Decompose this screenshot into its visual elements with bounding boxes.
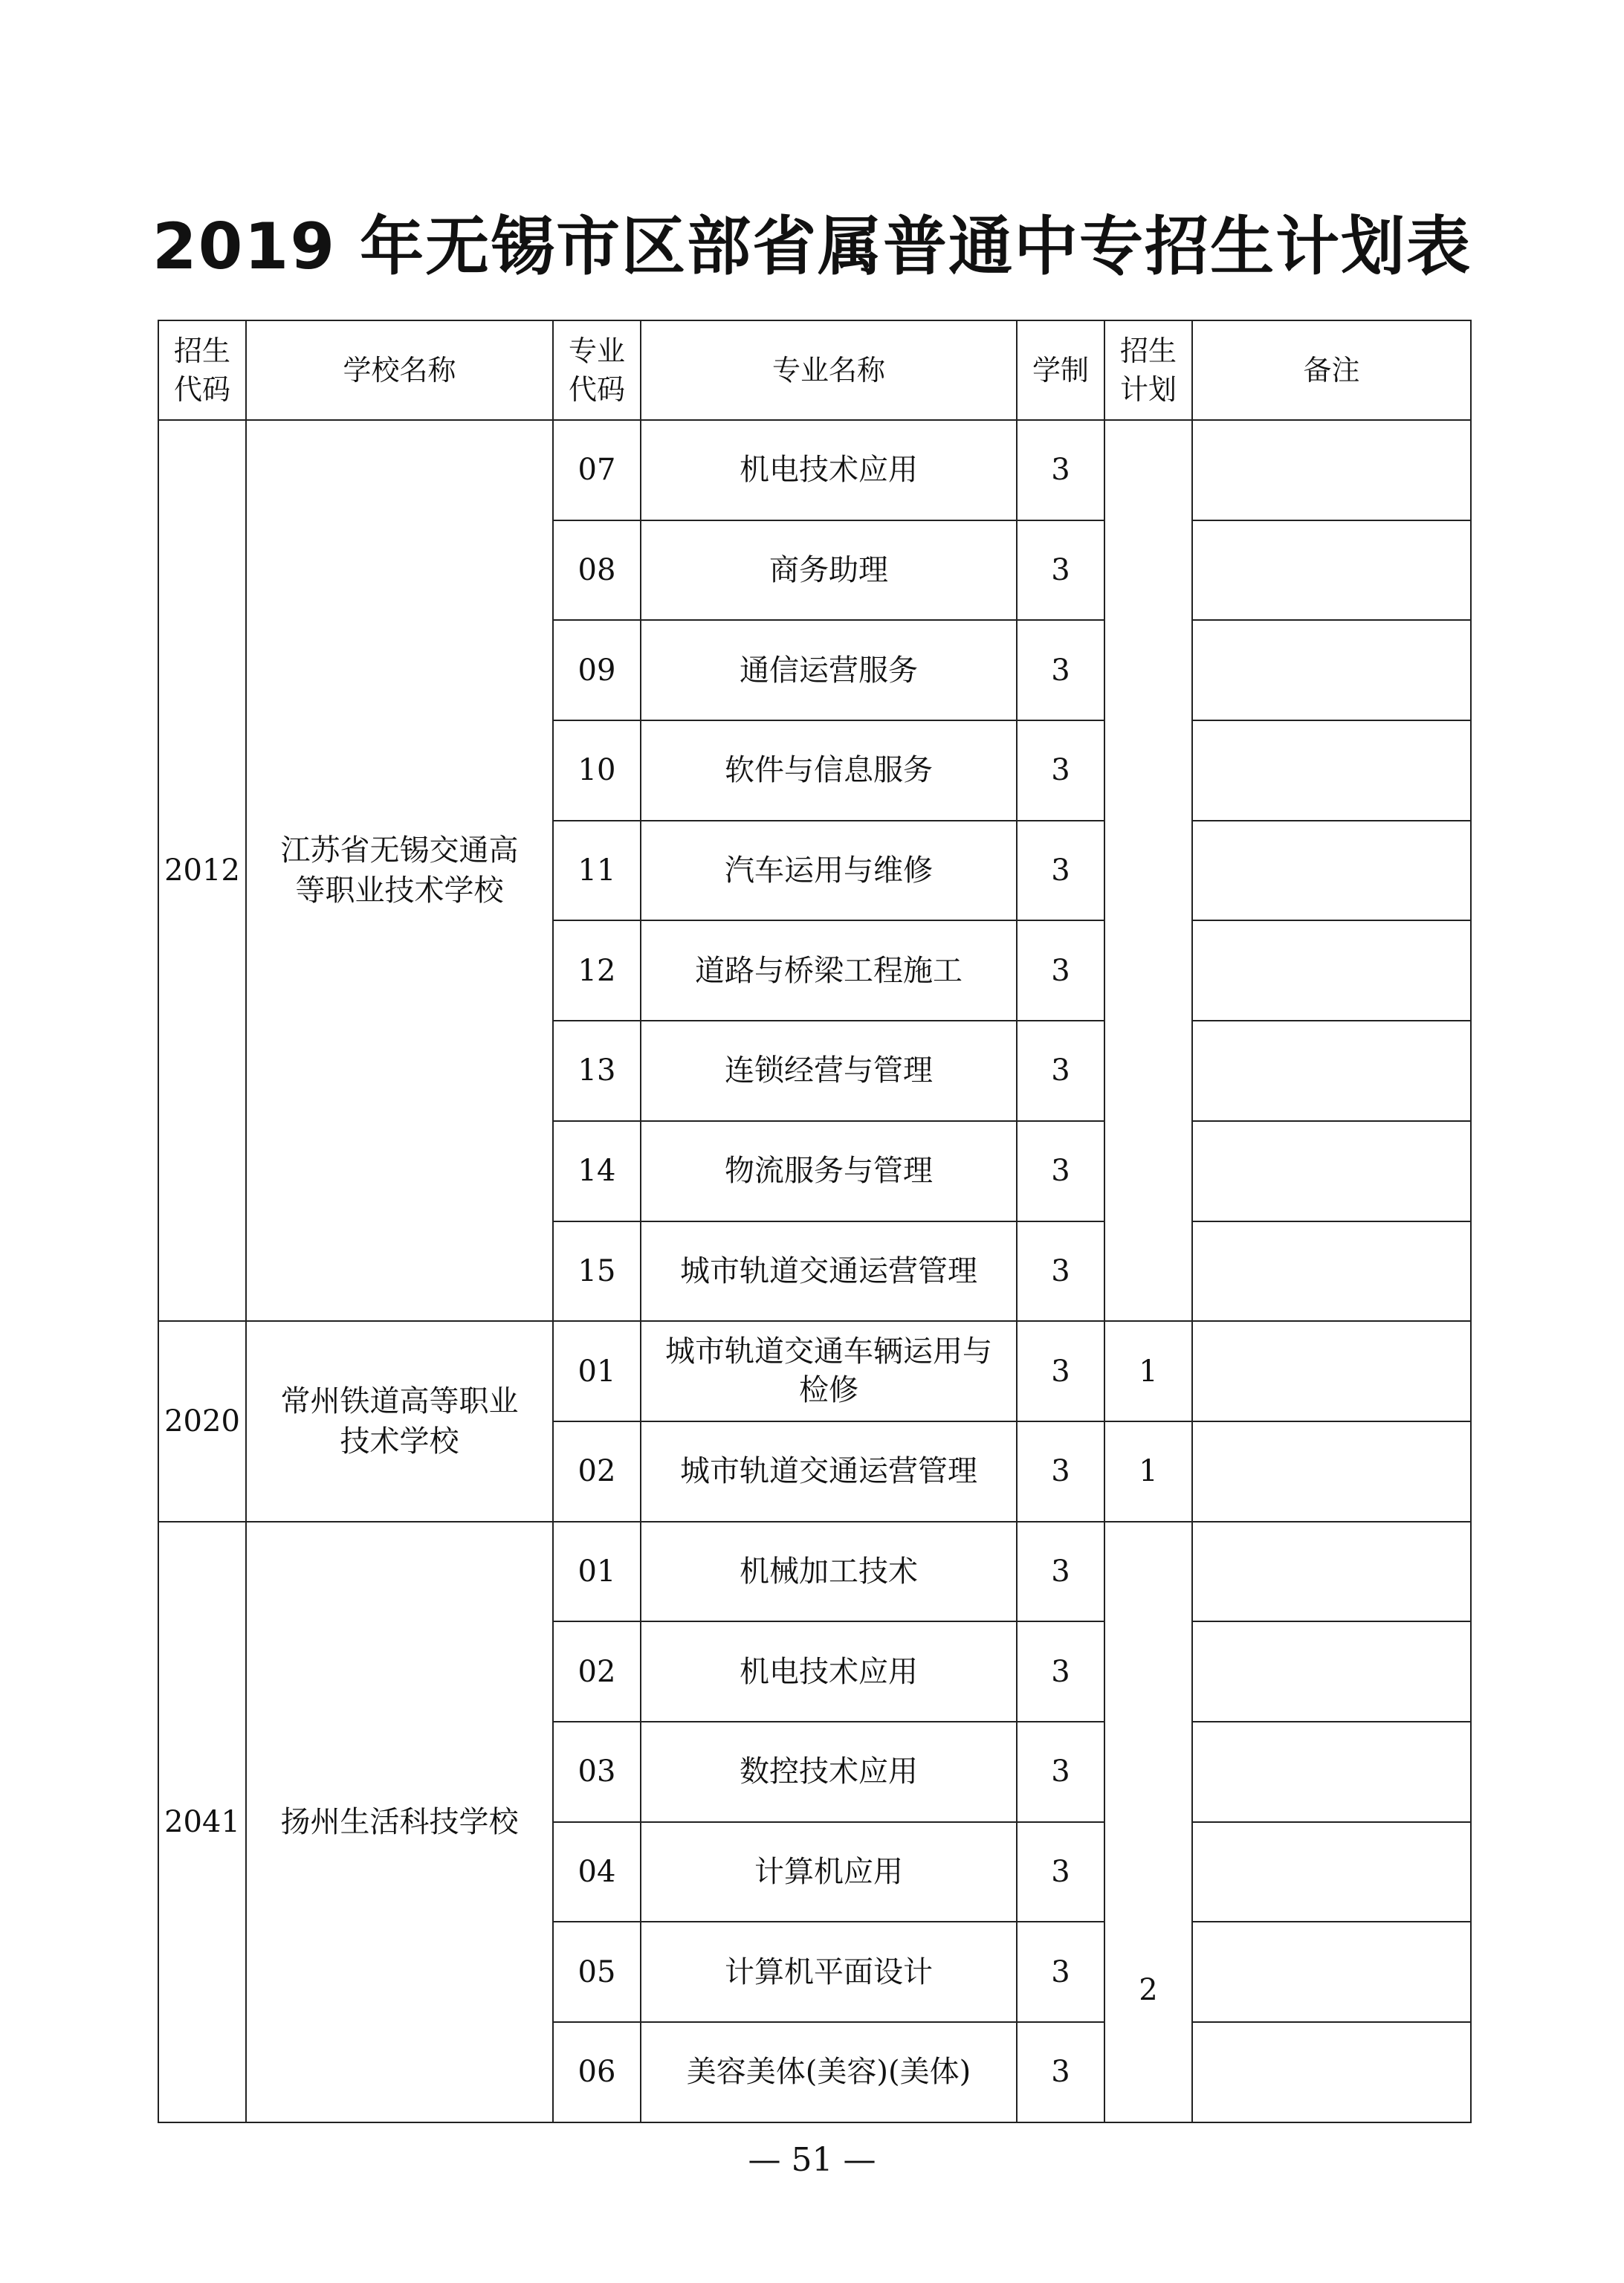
table-header-row [158,320,1471,420]
remark [1192,1321,1471,1421]
major-name: 数控技术应用 [641,1722,1017,1822]
major-name: 美容美体(美容)(美体) [641,2022,1017,2122]
major-name: 商务助理 [641,520,1017,621]
enrollment-plan: 1 [1104,1321,1192,1421]
remark [1192,1722,1471,1822]
duration: 3 [1017,620,1104,720]
school-name: 江苏省无锡交通高等职业技术学校 [246,420,553,1321]
major-name: 城市轨道交通运营管理 [641,1421,1017,1522]
major-name: 计算机平面设计 [641,1922,1017,2022]
school-name: 扬州生活科技学校 [246,1522,553,2122]
remark [1192,720,1471,821]
header-major-name: 专业名称 [641,320,1017,420]
major-name: 城市轨道交通运营管理 [641,1221,1017,1322]
major-name: 机械加工技术 [641,1522,1017,1622]
table-row [158,1522,1471,1622]
major-code: 04 [553,1822,641,1922]
major-code: 11 [553,821,641,921]
table-row [158,420,1471,520]
school-code: 2012 [158,420,246,1321]
duration: 3 [1017,1221,1104,1322]
major-code: 02 [553,1421,641,1522]
remark [1192,1522,1471,1622]
duration: 3 [1017,1522,1104,1622]
remark [1192,821,1471,921]
enrollment-plan: 2 [1104,1522,1192,2122]
header-major-code: 专业代码 [553,320,641,420]
duration: 3 [1017,920,1104,1021]
remark [1192,620,1471,720]
enrollment-plan [1104,420,1192,1321]
major-name: 软件与信息服务 [641,720,1017,821]
major-code: 14 [553,1121,641,1221]
major-name: 城市轨道交通车辆运用与检修 [641,1321,1017,1421]
page-title: 2019 年无锡市区部省属普通中专招生计划表 [152,210,1472,284]
major-code: 15 [553,1221,641,1322]
major-code: 05 [553,1922,641,2022]
duration: 3 [1017,1421,1104,1522]
major-code: 13 [553,1021,641,1121]
school-code: 2020 [158,1321,246,1521]
remark [1192,2022,1471,2122]
remark [1192,1121,1471,1221]
remark [1192,1221,1471,1322]
remark [1192,520,1471,621]
major-code: 12 [553,920,641,1021]
remark [1192,1822,1471,1922]
major-name: 汽车运用与维修 [641,821,1017,921]
duration: 3 [1017,1922,1104,2022]
header-code: 招生代码 [158,320,246,420]
duration: 3 [1017,720,1104,821]
remark [1192,420,1471,520]
remark [1192,1922,1471,2022]
header-remark: 备注 [1192,320,1471,420]
duration: 3 [1017,1021,1104,1121]
major-code: 01 [553,1321,641,1421]
major-name: 通信运营服务 [641,620,1017,720]
major-name: 机电技术应用 [641,420,1017,520]
remark [1192,1021,1471,1121]
duration: 3 [1017,1722,1104,1822]
table-row [158,1321,1471,1421]
major-code: 01 [553,1522,641,1622]
duration: 3 [1017,1621,1104,1722]
duration: 3 [1017,1321,1104,1421]
major-name: 机电技术应用 [641,1621,1017,1722]
major-code: 06 [553,2022,641,2122]
duration: 3 [1017,821,1104,921]
school-name: 常州铁道高等职业技术学校 [246,1321,553,1521]
major-name: 连锁经营与管理 [641,1021,1017,1121]
header-plan: 招生计划 [1104,320,1192,420]
enrollment-plan: 1 [1104,1421,1192,1522]
header-duration: 学制 [1017,320,1104,420]
duration: 3 [1017,520,1104,621]
major-code: 02 [553,1621,641,1722]
page-number: — 51 — [748,2141,876,2179]
major-name: 物流服务与管理 [641,1121,1017,1221]
duration: 3 [1017,2022,1104,2122]
school-code: 2041 [158,1522,246,2122]
remark [1192,1621,1471,1722]
major-code: 08 [553,520,641,621]
major-code: 03 [553,1722,641,1822]
major-name: 计算机应用 [641,1822,1017,1922]
enrollment-plan-table [158,320,1472,2123]
duration: 3 [1017,1121,1104,1221]
remark [1192,920,1471,1021]
duration: 3 [1017,1822,1104,1922]
major-name: 道路与桥梁工程施工 [641,920,1017,1021]
major-code: 07 [553,420,641,520]
header-school: 学校名称 [246,320,553,420]
remark [1192,1421,1471,1522]
major-code: 10 [553,720,641,821]
major-code: 09 [553,620,641,720]
duration: 3 [1017,420,1104,520]
